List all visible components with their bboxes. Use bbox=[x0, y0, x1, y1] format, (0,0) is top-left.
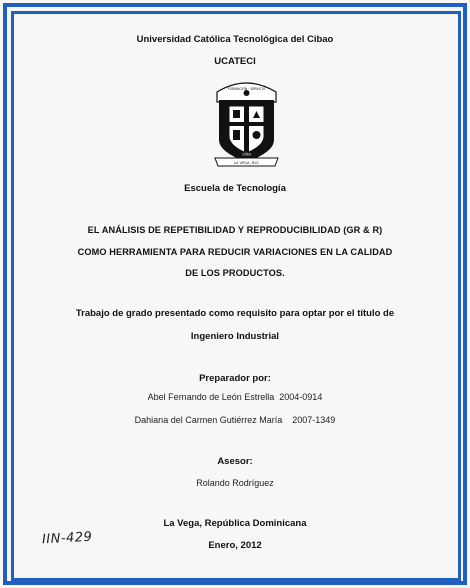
school-name: Escuela de Tecnología bbox=[184, 183, 286, 194]
university-name: Universidad Católica Tecnológica del Cibao bbox=[136, 34, 334, 45]
author-2-id: 2007-1349 bbox=[292, 415, 336, 425]
handwritten-code: IIN-429 bbox=[41, 529, 93, 548]
university-acronym: UCATECI bbox=[214, 56, 256, 67]
author-1-id: 2004-0914 bbox=[279, 392, 323, 402]
advisor-label: Asesor: bbox=[217, 456, 253, 467]
prepared-by-label: Preparador por: bbox=[199, 373, 271, 384]
location: La Vega, República Dominicana bbox=[163, 518, 307, 529]
advisor-name: Rolando Rodríguez bbox=[196, 478, 274, 488]
author-1-name: Abel Fernando de León Estrella bbox=[147, 392, 275, 402]
seal-top-text: FORMACIÓN · SERVICIO bbox=[227, 87, 266, 91]
seal-year: 1983 bbox=[241, 152, 252, 157]
seal-bottom-text: LA VEGA, R.D. bbox=[233, 161, 260, 165]
author-1 bbox=[0, 391, 470, 403]
date: Enero, 2012 bbox=[208, 540, 262, 551]
author-2-name: Dahiana del Carmen Gutiérrez María bbox=[134, 415, 283, 425]
thesis-title-line-3: DE LOS PRODUCTOS. bbox=[185, 268, 285, 278]
purpose-line-1: Trabajo de grado presentado como requisito para optar por el título de bbox=[75, 308, 395, 319]
university-seal-icon bbox=[213, 78, 280, 168]
thesis-title-line-2: COMO HERRAMIENTA PARA REDUCIR VARIACIONES EN LA CALIDAD bbox=[77, 247, 393, 257]
purpose-line-2: Ingeniero Industrial bbox=[190, 331, 280, 342]
thesis-title-line-1: EL ANÁLISIS DE REPETIBILIDAD Y REPRODUCIBILIDAD (GR & R) bbox=[87, 225, 383, 235]
author-2 bbox=[0, 414, 470, 426]
